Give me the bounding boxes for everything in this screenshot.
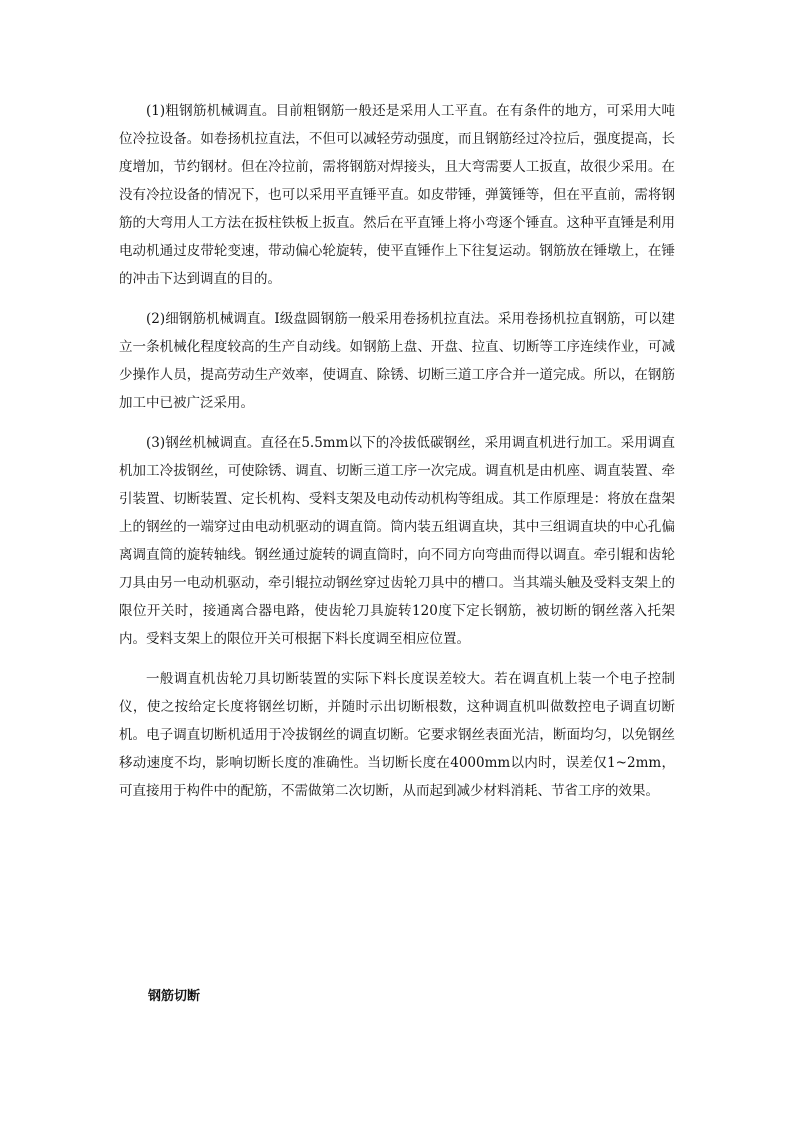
paragraph-cnc-straightening-cutter: 一般调直机齿轮刀具切断装置的实际下料长度误差较大。若在调直机上装一个电子控制仪，使之按给定长度将钢丝切断，并随时示出切断根数，这种调直机叫做数控电子调直切断机。电子调直切断机适用于冷拔钢丝的调直切断。它要求钢丝表面光洁，断面均匀，以免钢丝移动速度不均，影响切断长度的准确性。当切断长度在4000mm以内时，误差仅1~2mm，可直接用于构件中的配筋，不需做第二次切断，从而起到减少材料消耗、节省工序的效果。 bbox=[119, 671, 675, 799]
paragraph-coarse-rebar-straightening: (1)粗钢筋机械调直。目前粗钢筋一般还是采用人工平直。在有条件的地方，可采用大吨位冷拉设备。如卷扬机拉直法，不但可以减轻劳动强度，而且钢筋经过冷拉后，强度提高，长度增加，节约钢材。但在冷拉前，需将钢筋对焊接头，且大弯需要人工扳直，故很少采用。在没有冷拉设备的情况下，也可以采用平直锤平直。如皮带锤，弹簧锤等，但在平直前，需将钢筋的大弯用人工方法在扳柱铁板上扳直。然后在平直锤上将小弯逐个锤直。这种平直锤是利用电动机通过皮带轮变速，带动偏心轮旋转，使平直锤作上下往复运动。钢筋放在锤墩上，在锤的冲击下达到调直的目的。 bbox=[119, 103, 675, 287]
document-body bbox=[119, 97, 675, 817]
paragraph-wire-straightening: (3)钢丝机械调直。直径在5.5mm以下的冷拔低碳钢丝，采用调直机进行加工。采用调直机加工冷拔钢丝，可使除锈、调直、切断三道工序一次完成。调直机是由机座、调直装置、牵引装置、切断装置、定长机构、受料支架及电动传动机构等组成。其工作原理是：将放在盘架上的钢丝的一端穿过由电动机驱动的调直筒。筒内装五组调直块，其中三组调直块的中心孔偏离调直筒的旋转轴线。钢丝通过旋转的调直筒时，向不同方向弯曲而得以调直。牵引辊和齿轮刀具由另一电动机驱动，牵引辊拉动钢丝穿过齿轮刀具中的槽口。当其端头触及受料支架上的限位开关时，接通离合器电路，使齿轮刀具旋转120度下定长钢筋，被切断的钢丝落入托架内。受料支架上的限位开关可根据下料长度调至相应位置。 bbox=[119, 435, 675, 647]
section-heading: 钢筋切断 bbox=[148, 989, 201, 1004]
paragraph-fine-rebar-straightening: (2)细钢筋机械调直。Ⅰ级盘圆钢筋一般采用卷扬机拉直法。采用卷扬机拉直钢筋，可以建立一条机械化程度较高的生产自动线。如钢筋上盘、开盘、拉直、切断等工序连续作业，可减少操作人员，提高劳动生产效率，使调直、除锈、切断三道工序合并一道完成。所以，在钢筋加工中已被广泛采用。 bbox=[119, 311, 675, 411]
